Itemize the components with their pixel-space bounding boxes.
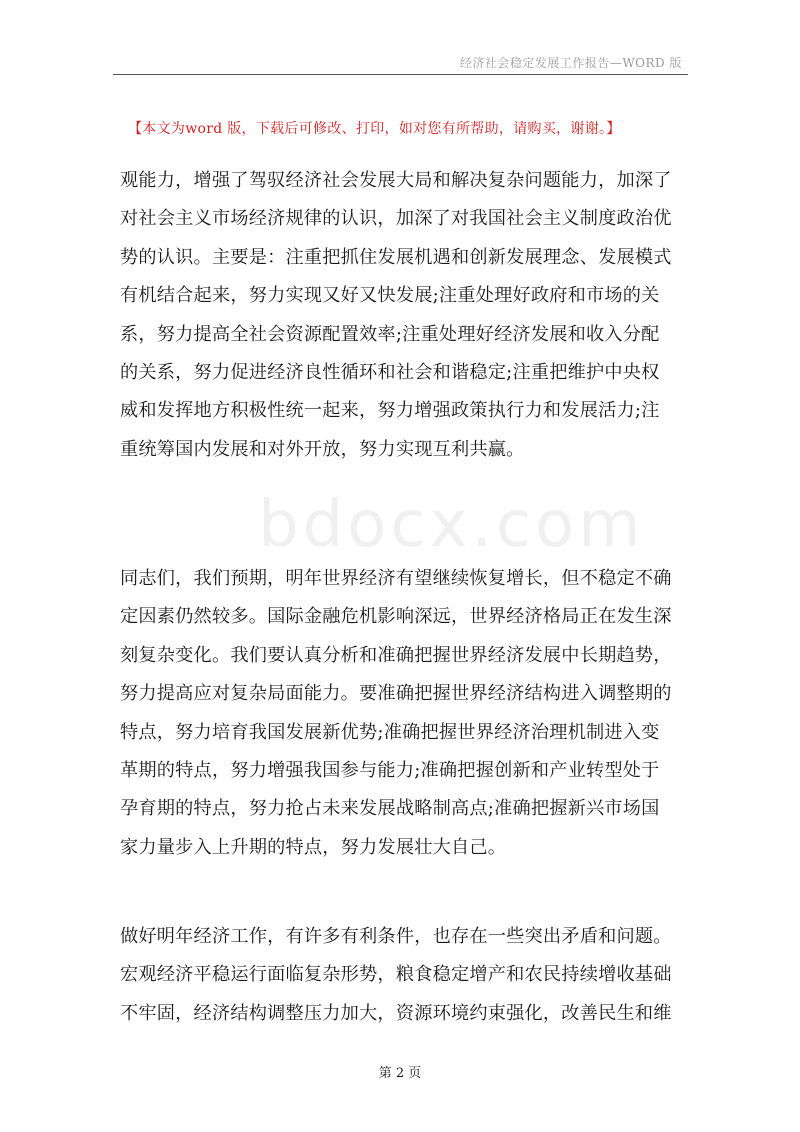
paragraph-line: 努力提高应对复杂局面能力。要准确把握世界经济结构进入调整期的 [120,683,672,705]
paragraph-1 [120,162,692,469]
paragraph-line: 同志们，我们预期，明年世界经济有望继续恢复增长，但不稳定不确 [120,568,672,589]
page-number: 第 2 页 [378,1066,422,1081]
header-divider [113,74,688,75]
download-notice: 【本文为word 版，下载后可修改、打印，如对您有所帮助，请购买，谢谢。】 [128,121,621,137]
paragraph-line: 观能力，增强了驾驭经济社会发展大局和解决复杂问题能力，加深了 [120,170,672,191]
paragraph-line: 家力量步入上升期的特点，努力发展壮大自己。 [120,836,507,858]
paragraph-line: 有机结合起来，努力实现又好又快发展;注重处理好政府和市场的关 [120,285,660,307]
paragraph-line: 定因素仍然较多。国际金融危机影响深远，世界经济格局正在发生深 [120,606,672,628]
paragraph-line: 孕育期的特点，努力抢占未来发展战略制高点;准确把握新兴市场国 [120,798,660,820]
paragraph-line: 威和发挥地方积极性统一起来，努力增强政策执行力和发展活力;注 [120,400,660,422]
paragraph-line: 做好明年经济工作，有许多有利条件，也存在一些突出矛盾和问题。 [120,926,672,947]
paragraph-line: 势的认识。主要是：注重把抓住发展机遇和创新发展理念、发展模式 [120,246,672,268]
paragraph-2 [120,560,692,867]
paragraph-line: 特点，努力培育我国发展新优势;准确把握世界经济治理机制进入变 [120,721,660,743]
watermark: bdocx.com [258,488,645,562]
paragraph-3 [120,918,692,1033]
paragraph-line: 不牢固，经济结构调整压力加大，资源环境约束强化，改善民生和维 [120,1002,672,1024]
running-header: 经济社会稳定发展工作报告—WORD 版 [459,56,682,70]
paragraph-line: 宏观经济平稳运行面临复杂形势，粮食稳定增产和农民持续增收基础 [120,964,672,986]
paragraph-line: 重统筹国内发展和对外开放，努力实现互利共赢。 [120,438,525,460]
paragraph-line: 系，努力提高全社会资源配置效率;注重处理好经济发展和收入分配 [120,323,660,345]
paragraph-line: 刻复杂变化。我们要认真分析和准确把握世界经济发展中长期趋势， [120,644,672,666]
paragraph-line: 的关系，努力促进经济良性循环和社会和谐稳定;注重把维护中央权 [120,362,660,384]
paragraph-line: 革期的特点，努力增强我国参与能力;准确把握创新和产业转型处于 [120,760,660,782]
paragraph-line: 对社会主义市场经济规律的认识，加深了对我国社会主义制度政治优 [120,208,672,230]
